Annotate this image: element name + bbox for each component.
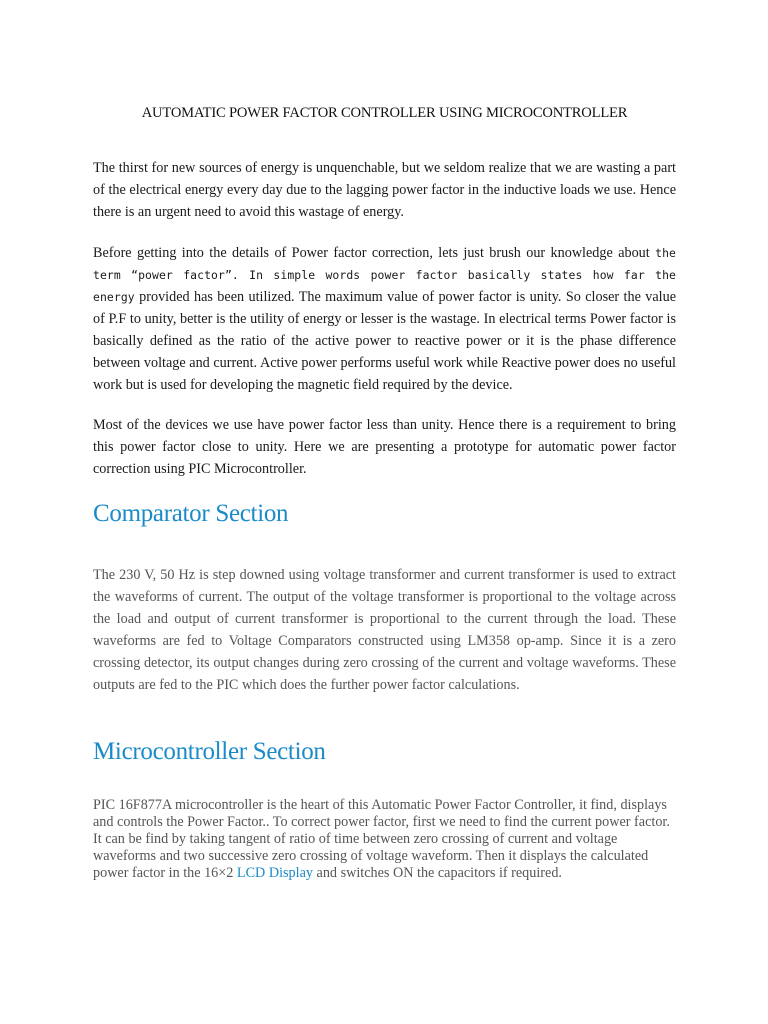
pf-paragraph-part3: provided has been utilized. The maximum value of power factor is unity. So closer the value of P.F to unity, better is the utility of energy or lesser is the wastage. In electrical terms Power factor is basically defined as the ratio of the active power to reactive power or it is the phase difference between voltage and current. Active power performs useful work while Reactive power does no useful work but is used for developing the magnetic field required by the device. [93, 289, 676, 393]
pf-paragraph-mono-part: the term “power factor”. In simple words power factor basically states how far the energy [93, 246, 676, 304]
comparator-section-heading: Comparator Section [93, 500, 289, 527]
intro-paragraph: The thirst for new sources of energy is unquenchable, but we seldom realize that we are wasting a part of the electrical energy every day due to the lagging power factor in the inductive loads we use. Hence there is an urgent need to avoid this wastage of energy. [93, 160, 676, 220]
micro-body-text-end: and switches ON the capacitors if required. [312, 865, 562, 881]
lcd-display-link[interactable]: LCD Display [236, 865, 313, 881]
micro-body-text: PIC 16F877A microcontroller is the heart of this Automatic Power Factor Controller, it find, displays and controls the Power Factor.. To correct power factor, first we need to find the current power factor. It can be find by taking tangent of ratio of time between zero crossing of current and voltage waveforms and two successive zero crossing of voltage waveform. Then it displays the calculated power factor in the 16×2 [93, 797, 670, 881]
microcontroller-section-heading: Microcontroller Section [93, 738, 326, 765]
microcontroller-section-body [93, 797, 676, 882]
comparator-section-body: The 230 V, 50 Hz is step downed using voltage transformer and current transformer is used to extract the waveforms of current. The output of the voltage transformer is proportional to the voltage across the load and output of current transformer is proportional to the current through the load. These waveforms are fed to Voltage Comparators constructed using LM358 op-amp. Since it is a zero crossing detector, its output changes during zero crossing of the current and voltage waveforms. These outputs are fed to the PIC which does the further power factor calculations. [93, 567, 676, 693]
document-title: AUTOMATIC POWER FACTOR CONTROLLER USING MICROCONTROLLER [141, 105, 628, 121]
devices-paragraph: Most of the devices we use have power factor less than unity. Hence there is a requirement to bring this power factor close to unity. Here we are presenting a prototype for automatic power factor correction using PIC Microcontroller. [93, 417, 676, 477]
pf-paragraph-part1: Before getting into the details of Power factor correction, lets just brush our knowledge about [93, 245, 656, 261]
power-factor-paragraph [93, 242, 676, 396]
